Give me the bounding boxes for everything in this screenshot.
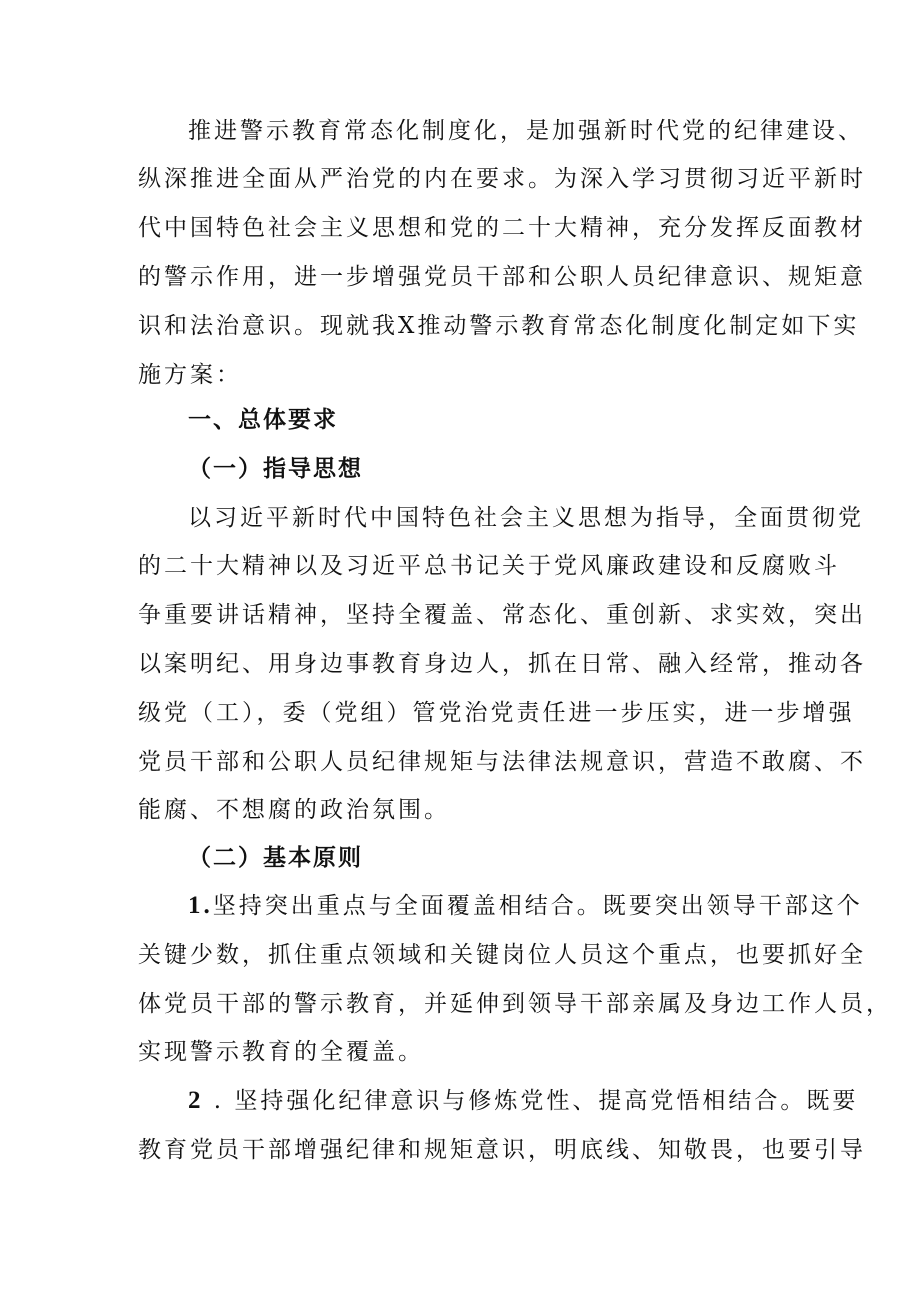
principle-1-text: 坚持突出重点与全面覆盖相结合。既要突出领导干部这个 [212, 893, 863, 919]
intro-line-4: 的警示作用，进一步增强党员干部和公职人员纪律意识、规矩意 [138, 264, 866, 290]
intro-line-5: 识和法治意识。现就我X推动警示教育常态化制度化制定如下实 [138, 313, 860, 339]
intro-line-1: 推进警示教育常态化制度化，是加强新时代党的纪律建设、 [188, 118, 864, 144]
intro-line-3: 代中国特色社会主义思想和党的二十大精神，充分发挥反面教材 [138, 215, 866, 241]
intro-line-6: 施方案： [138, 362, 242, 388]
guiding-line-4: 以案明纪、用身边事教育身边人，抓在日常、融入经常，推动各 [138, 651, 866, 677]
guiding-line-5: 级党（工），委（党组）管党治党责任进一步压实，进一步增强 [138, 700, 855, 726]
guiding-line-6: 党员干部和公职人员纪律规矩与法律法规意识，营造不敢腐、不 [138, 749, 866, 775]
principle-1-line-2: 关键少数，抓住重点领域和关键岗位人员这个重点，也要抓好全 [138, 942, 866, 968]
principle-2-line-1 [188, 1081, 858, 1121]
section-heading-1: 一、总体要求 [188, 407, 338, 433]
guiding-line-1: 以习近平新时代中国特色社会主义思想为指导，全面贯彻党 [188, 505, 864, 531]
principle-2-text: . 坚持强化纪律意识与修炼党性、提高党悟相结合。既要 [203, 1088, 859, 1114]
principle-1-line-3: 体党员干部的警示教育，并延伸到领导干部亲属及身边工作人员， [138, 991, 892, 1017]
subsection-heading-1: （一）指导思想 [188, 456, 363, 482]
guiding-line-2: 的二十大精神以及习近平总书记关于党风廉政建设和反腐败斗 [138, 553, 840, 579]
principle-1-line-4: 实现警示教育的全覆盖。 [138, 1039, 424, 1065]
principle-2-line-2: 教育党员干部增强纪律和规矩意识，明底线、知敬畏，也要引导 [138, 1137, 866, 1163]
principle-1-line-1 [188, 886, 863, 926]
subsection-heading-2: （二）基本原则 [188, 845, 363, 871]
principle-1-number: 1. [188, 892, 213, 919]
principle-2-number: 2 [188, 1087, 204, 1114]
intro-line-2: 纵深推进全面从严治党的内在要求。为深入学习贯彻习近平新时 [138, 166, 866, 192]
guiding-line-3: 争重要讲话精神，坚持全覆盖、常态化、重创新、求实效，突出 [138, 602, 866, 628]
guiding-line-7: 能腐、不想腐的政治氛围。 [138, 797, 450, 823]
